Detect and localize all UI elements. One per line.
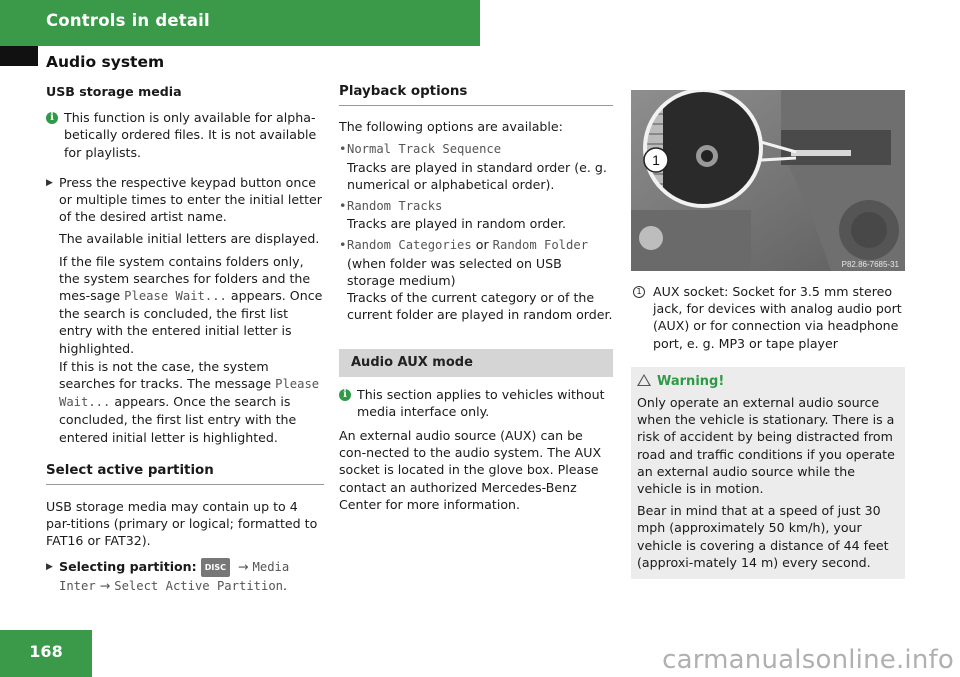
option-item	[339, 197, 613, 232]
step1-p4b: appears. Once the search is concluded, the first list entry with the entered initial letter is highlighted.	[59, 394, 297, 445]
section-tab-marker	[0, 46, 38, 66]
info-icon: i	[46, 112, 58, 124]
please-wait-msg-2: Please Wait...	[59, 377, 320, 410]
watermark: carmanualsonline.info	[662, 645, 954, 675]
bullet-icon: •	[339, 237, 347, 253]
photo-code: P82.86-7685-31	[841, 260, 899, 269]
column-1	[46, 83, 324, 600]
option-name: Random Tracks	[347, 199, 443, 214]
option-name: Normal Track Sequence	[347, 142, 502, 157]
disc-key-icon: DISC	[201, 558, 230, 577]
menu-media: Media	[252, 559, 290, 574]
playback-heading: Playback options	[339, 83, 613, 106]
column-2	[339, 83, 613, 518]
bullet-icon: •	[339, 198, 347, 214]
step-arrow-icon: ▶	[46, 561, 53, 572]
step1-p4a: If this is not the case, the system searches for tracks. The message	[59, 358, 276, 392]
callout-number: 1	[652, 152, 660, 168]
page-number: 168	[29, 642, 63, 661]
bullet-icon: •	[339, 141, 347, 157]
chapter-title: Controls in detail	[46, 11, 210, 30]
glovebox-illustration	[631, 90, 905, 271]
option-item	[339, 140, 613, 193]
menu-inter: Inter	[59, 578, 96, 593]
step1-p3a: If the file system contains folders only, the system searches for folders and the mes-sage	[59, 253, 311, 304]
info-icon: i	[339, 389, 351, 401]
section-title: Audio system	[46, 53, 165, 71]
usb-heading: USB storage media	[46, 84, 182, 99]
option-desc-1: (when folder was selected on USB storage medium)	[347, 255, 562, 288]
aux-info-text: This section applies to vehicles without media interface only.	[357, 386, 605, 419]
step-press-keypad	[46, 174, 324, 231]
selecting-label: Selecting partition:	[59, 558, 197, 574]
option-desc: Tracks are played in random order.	[347, 216, 567, 232]
menu-select-active-partition: Select Active Partition	[114, 578, 284, 593]
step1-p2: The available initial letters are displayed.	[59, 231, 320, 247]
step1-p3b: appears. Once the search is concluded, the first list entry with the entered initial letter is highlighted.	[59, 288, 323, 356]
option-desc-2: Tracks of the current category or of the current folder are played in random order.	[347, 290, 613, 323]
option-name-b: Random Folder	[492, 238, 589, 253]
step-selecting-partition	[46, 558, 324, 600]
legend-text: AUX socket: Socket for 3.5 mm stereo jack, for devices with analog audio port (AUX) or for connection via headphone port, e. g. MP3 or tape player	[653, 284, 902, 351]
page-number-box	[0, 630, 92, 677]
option-or: or	[471, 237, 493, 253]
warning-box	[631, 367, 905, 579]
option-item	[339, 236, 613, 323]
partition-heading: Select active partition	[46, 462, 324, 485]
selecting-partition-text: Selecting partition: DISC → Media Inter → Select Active Partition.	[59, 558, 290, 593]
legend-number: 1	[633, 286, 645, 298]
glovebox-photo	[631, 90, 905, 271]
playback-intro: The following options are available:	[339, 119, 563, 135]
warning-text-2: Bear in mind that at a speed of just 30 mph (approximately 50 km/h), your vehicle is covering a distance of 44 feet (approxi-mately 14 m) every second.	[637, 503, 889, 570]
step1-p4	[46, 358, 324, 446]
aux-info-note	[339, 386, 613, 425]
aux-heading: Audio AUX mode	[339, 349, 613, 376]
info-note-text: This function is only available for alpha-betically ordered files. It is not available for playlists.	[64, 110, 317, 160]
column-3	[631, 90, 905, 579]
info-note	[46, 109, 324, 166]
warning-title: Warning!	[657, 373, 725, 389]
partition-text: USB storage media may contain up to 4 par-titions (primary or logical; formatted to FAT16 or FAT32).	[46, 499, 318, 549]
option-desc: Tracks are played in standard order (e. g. numerical or alphabetical order).	[347, 159, 607, 192]
warning-triangle-icon	[637, 374, 651, 386]
step1-p3	[46, 253, 324, 357]
option-name-a: Random Categories	[347, 238, 472, 253]
step1-text: Press the respective keypad button once or multiple times to enter the initial letter of the desired artist name.	[59, 174, 322, 225]
warning-text-1: Only operate an external audio source when the vehicle is stationary. There is a risk of accident by being distracted from road and traffic conditions if you operate an external audio source while the vehicle is in motion.	[637, 395, 895, 497]
step-arrow-icon: ▶	[46, 177, 53, 188]
warning-title-row	[637, 373, 897, 390]
please-wait-msg: Please Wait...	[124, 289, 227, 304]
legend-item	[631, 283, 905, 357]
aux-text: An external audio source (AUX) can be con-nected to the audio system. The AUX socket is located in the glove box. Please contact an authorized Mercedes-Benz Center for more information.	[339, 428, 602, 512]
